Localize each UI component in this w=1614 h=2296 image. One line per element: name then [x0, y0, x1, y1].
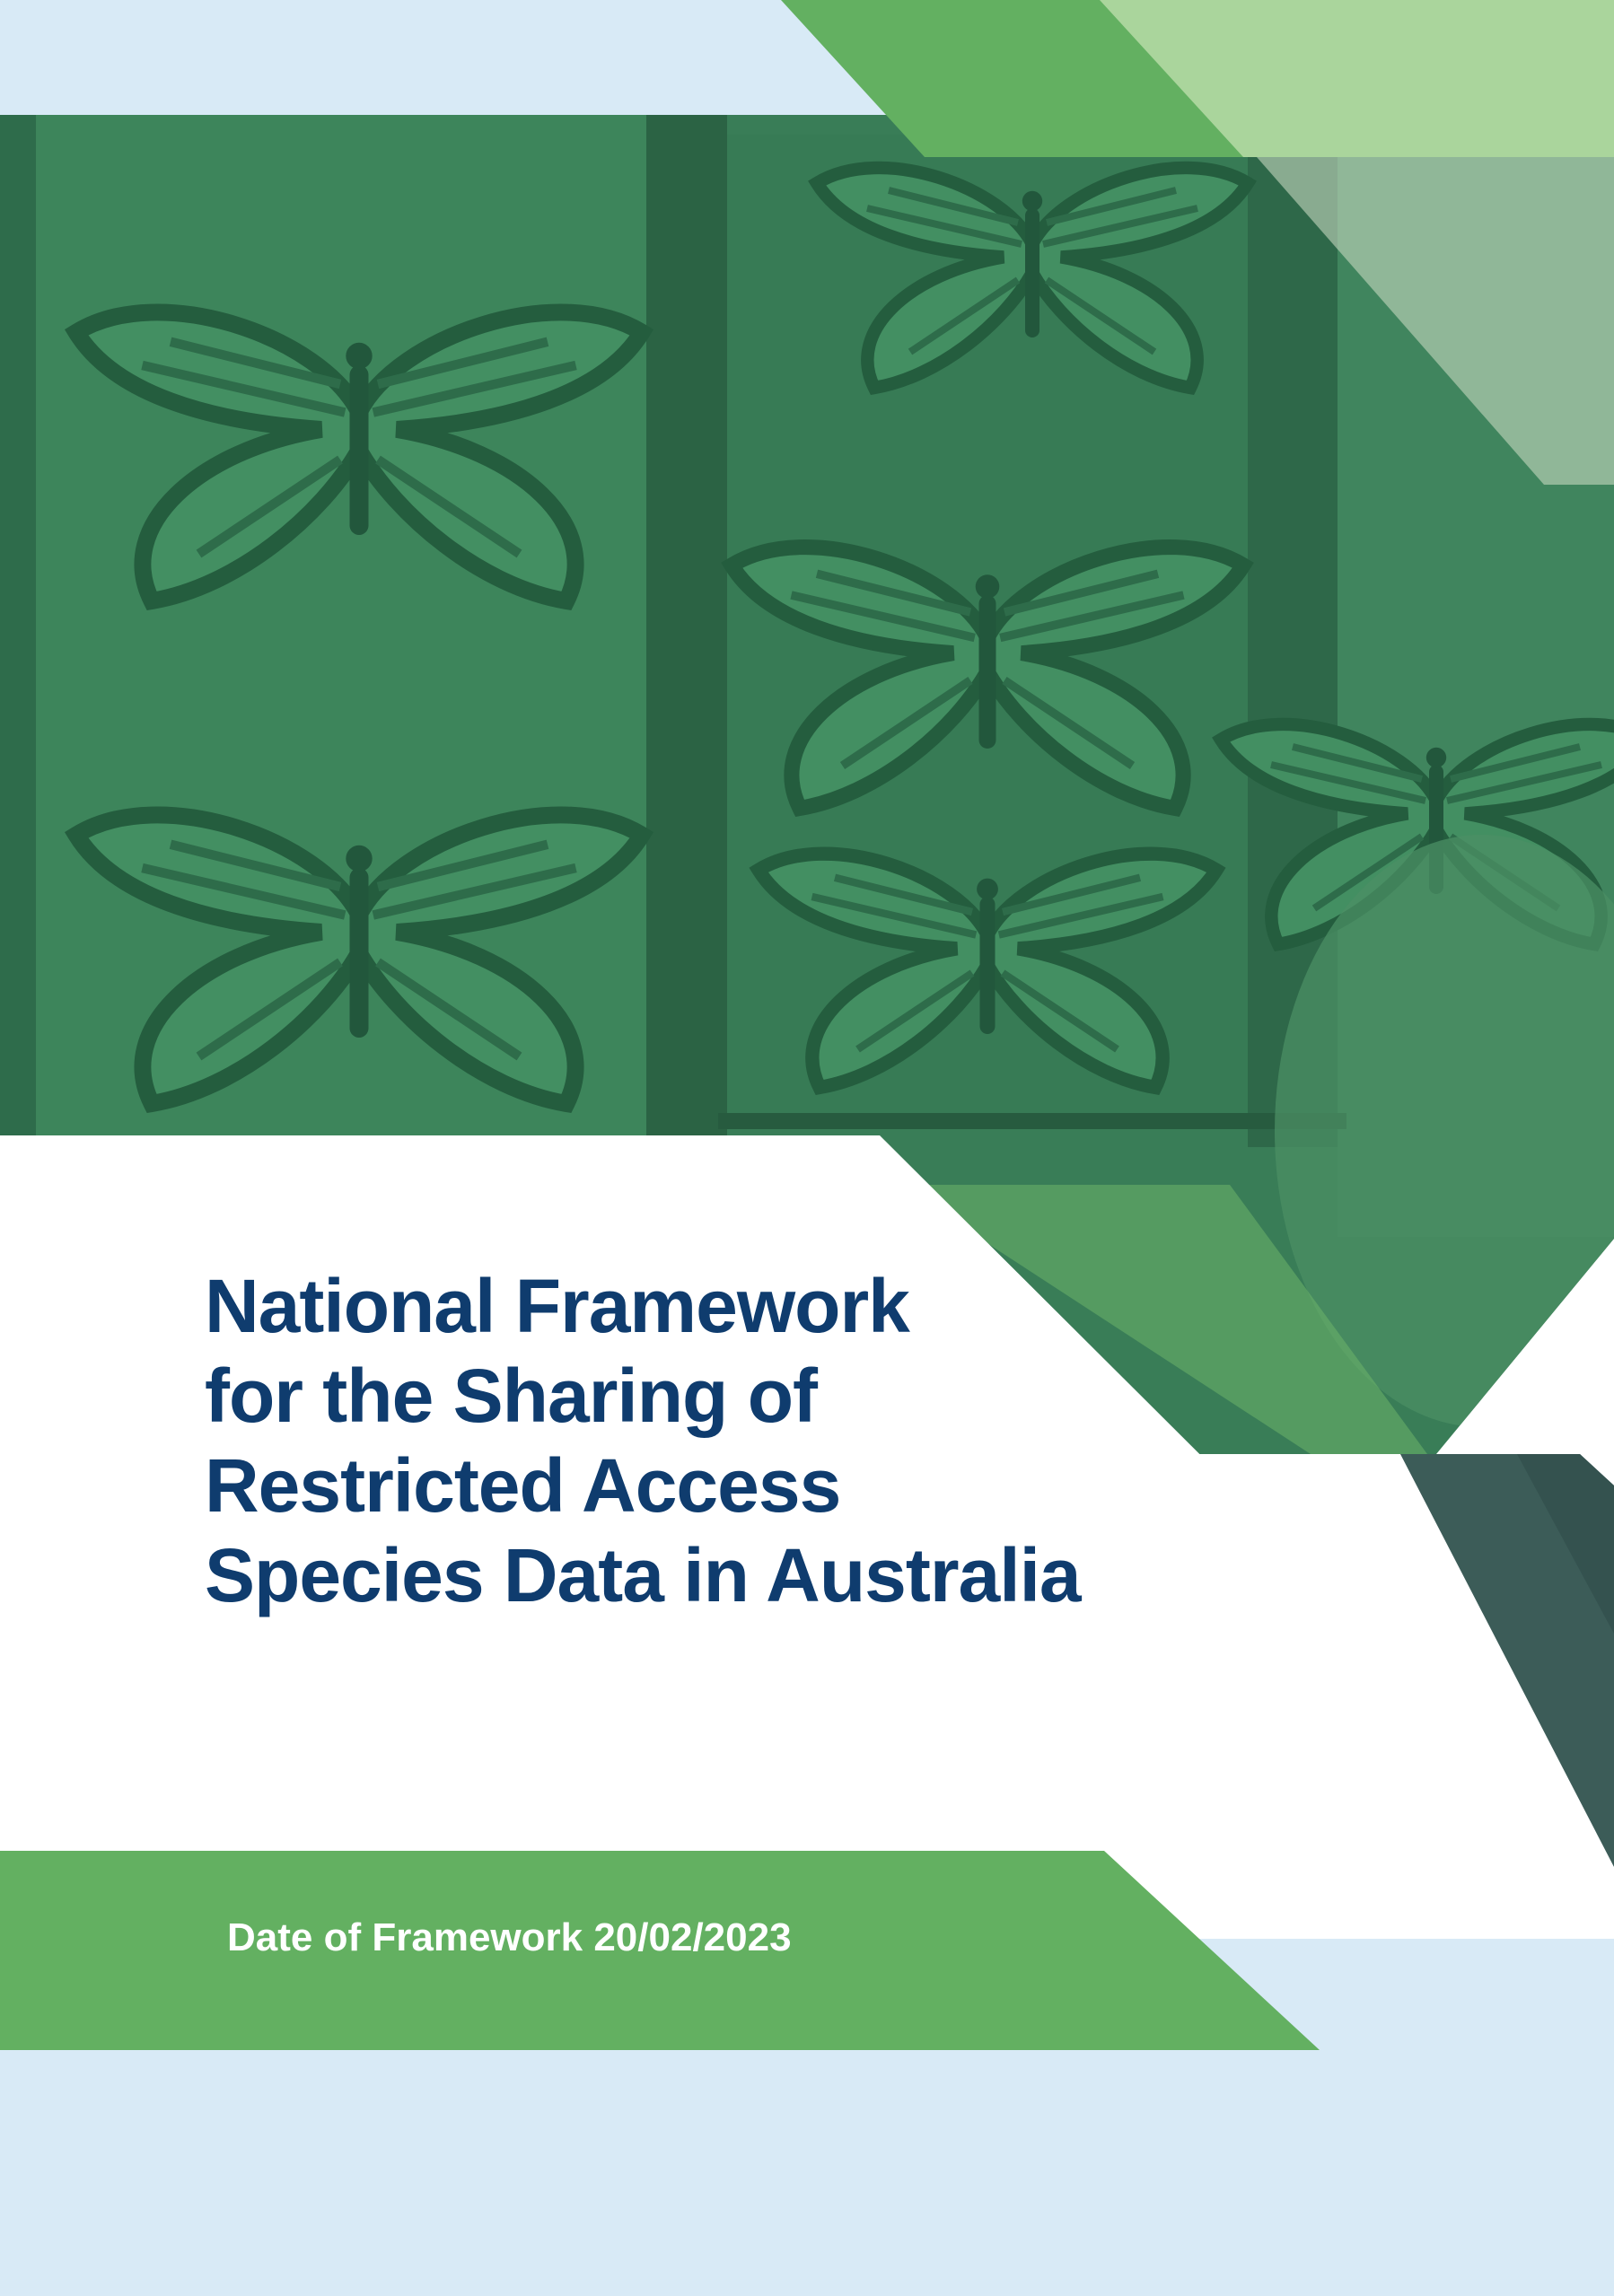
title-line-1: National Framework	[205, 1264, 909, 1348]
title-line-3: Restricted Access	[205, 1443, 841, 1528]
document-title	[205, 1261, 1192, 1620]
title-line-2: for the Sharing of	[205, 1354, 817, 1438]
framework-date: Date of Framework 20/02/2023	[227, 1915, 792, 1959]
title-line-4: Species Data in Australia	[205, 1533, 1081, 1617]
